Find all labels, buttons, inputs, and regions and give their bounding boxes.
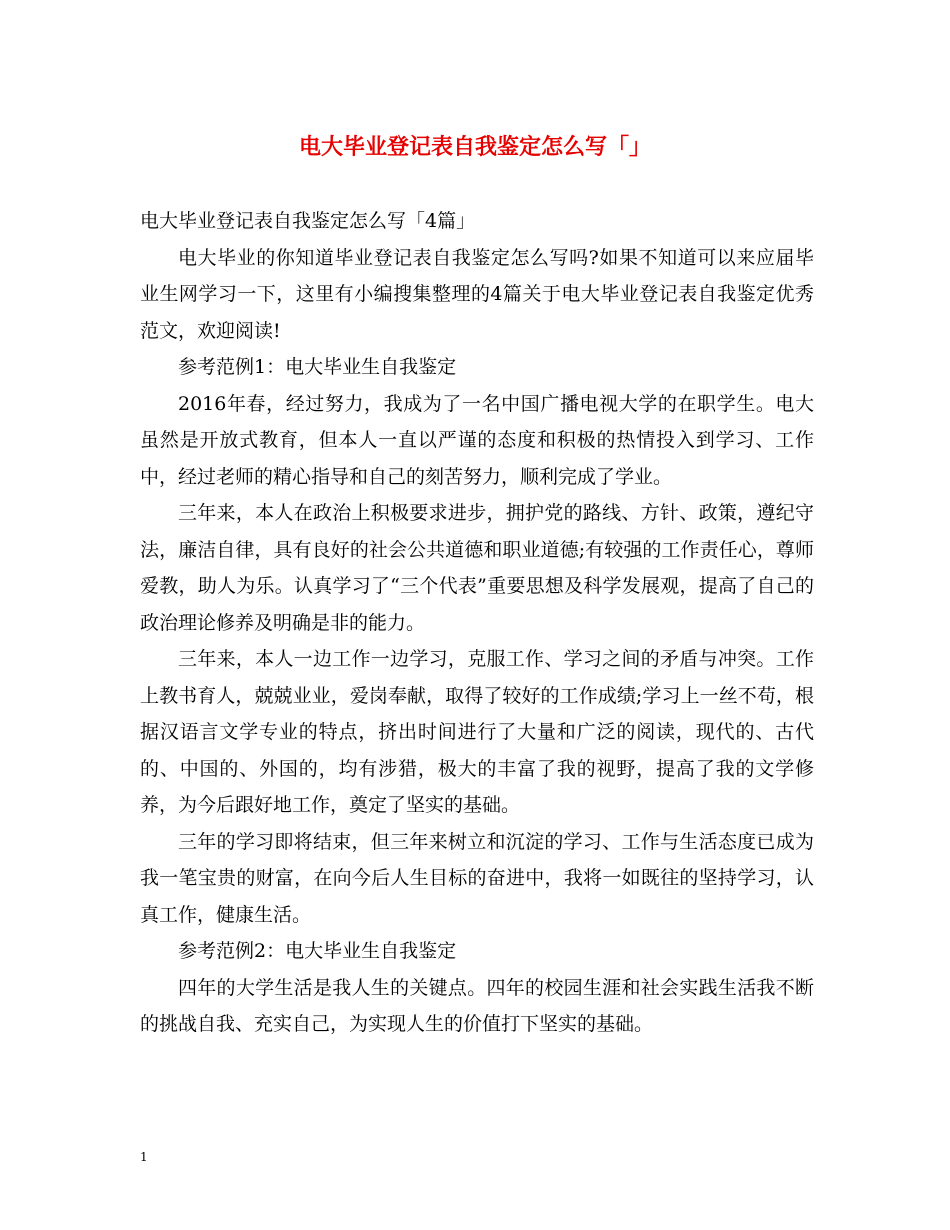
document-title: 电大毕业登记表自我鉴定怎么写「」 [298,134,651,160]
example-2-heading: 参考范例2：电大毕业生自我鉴定 [178,940,457,962]
document-body [140,203,814,1043]
body-paragraph: 三年来，本人在政治上积极要求进步，拥护党的路线、方针、政策，遵纪守法，廉洁自律，具有良好的社会公共道德和职业道德;有较强的工作责任心，尊师爱教，助人为乐。认真学习了“三个代表”重要思想及科学发展观，提高了自己的政治理论修养及明确是非的能力。 [140,502,814,634]
page-number: 1 [140,1150,148,1164]
subtitle-paragraph: 电大毕业登记表自我鉴定怎么写「4篇」 [140,210,476,232]
example-1-heading: 参考范例1：电大毕业生自我鉴定 [178,356,457,378]
body-paragraph: 四年的大学生活是我人生的关键点。四年的校园生涯和社会实践生活我不断的挑战自我、充实自己，为实现人生的价值打下坚实的基础。 [140,976,814,1035]
body-paragraph: 三年来，本人一边工作一边学习，克服工作、学习之间的矛盾与冲突。工作上教书育人，兢兢业业，爱岗奉献，取得了较好的工作成绩;学习上一丝不苟，根据汉语言文学专业的特点，挤出时间进行了大量和广泛的阅读，现代的、古代的、中国的、外国的，均有涉猎，极大的丰富了我的视野，提高了我的文学修养，为今后跟好地工作，奠定了坚实的基础。 [140,648,814,816]
body-paragraph: 三年的学习即将结束，但三年来树立和沉淀的学习、工作与生活态度已成为我一笔宝贵的财富，在向今后人生目标的奋进中，我将一如既往的坚持学习，认真工作，健康生活。 [140,830,814,926]
intro-paragraph: 电大毕业的你知道毕业登记表自我鉴定怎么写吗?如果不知道可以来应届毕业生网学习一下，这里有小编搜集整理的4篇关于电大毕业登记表自我鉴定优秀范文，欢迎阅读! [140,246,814,342]
body-paragraph: 2016年春，经过努力，我成为了一名中国广播电视大学的在职学生。电大虽然是开放式教育，但本人一直以严谨的态度和积极的热情投入到学习、工作中，经过老师的精心指导和自己的刻苦努力，顺利完成了学业。 [140,392,814,488]
